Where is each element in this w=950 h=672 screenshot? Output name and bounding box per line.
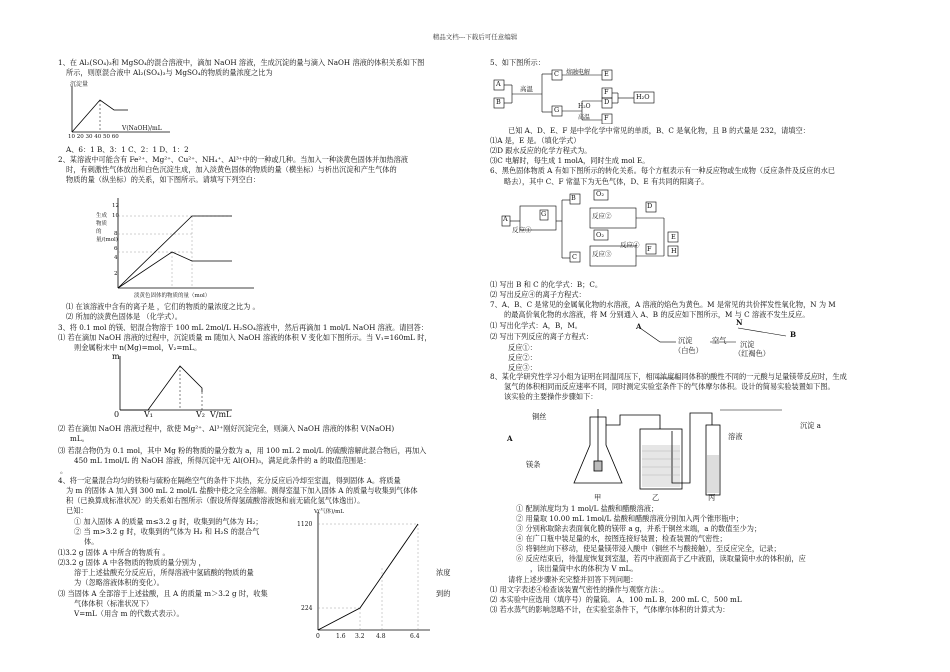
q5-text-2: ⑴A 是，E 是。（填化学式）	[490, 136, 581, 145]
q7-line-2: 的最高价氧化物的水溶液，将 M 分别通入 A、B 的反应如下图所示，M 与 C 溶液不发生反应。	[504, 310, 810, 319]
q7-diag-air: 空气	[712, 336, 727, 345]
q4-ytick-224: 224	[301, 605, 313, 612]
q8-label-mg-strip: 镁条	[526, 460, 541, 469]
q3-graph-m: m	[112, 352, 120, 361]
q4-line-2: 为 m 的固体 A 加入到 300 mL 2 mol/L 盐酸中使之完全溶解。测得室温下加入固体 A 的质量与收集到气体体	[66, 486, 418, 495]
q7-diag-precip-1: 沉淀	[678, 336, 693, 345]
q5-box-g: G	[554, 106, 560, 114]
q4-sub-9: 气体体积（标准状况下）	[74, 599, 154, 608]
q3-sub-5: 。	[60, 466, 68, 475]
q5-box-b: B	[496, 98, 501, 106]
q7-diag-precip-2: 沉淀	[740, 340, 755, 349]
q6-box-h: H	[671, 247, 677, 255]
q7-sub-3: 反应①：	[508, 343, 537, 352]
q4-sub-1: ① 加入固体 A 的质量 m≤3.2 g 时，收集到的气体为 H₂；	[74, 517, 263, 526]
q2-sub-1: ⑴ 在该溶液中含有的离子是 ，它们的物质的量浓度之比为 。	[66, 302, 260, 311]
q6-reaction-4: 反应④	[620, 241, 640, 249]
q4-xtick-3.2: 3.2	[355, 633, 365, 640]
q8-label-jia: 甲	[594, 493, 602, 502]
q4-xtick-1.6: 1.6	[336, 633, 346, 640]
q5-box-f1: F	[604, 88, 609, 96]
q2-ytick-6: 6	[114, 246, 118, 252]
q8-step-1: ① 配制浓度均为 1 mol/L 盐酸和醋酸溶液；	[516, 504, 659, 513]
q6-box-c: C	[572, 253, 577, 261]
q8-step-3: ③ 分别称取除去表面氧化膜的镁带 a g，并系于铜丝末端，a 的数值至少为；	[516, 524, 762, 533]
q3-graph-vml: V/mL	[210, 410, 232, 419]
q8-after-3: ⑵ 本实验中应选用（填序号）的量筒。 A．100 mL B．200 mL C．500 mL	[490, 595, 742, 604]
q4-graph-ylabel: V(气体)/mL	[314, 509, 344, 515]
q6-sub-1: ⑴ 写出 B 和 C 的化学式：B；C。	[490, 280, 603, 289]
q6-line-1: 6、黑色固体物质 A 有如下图所示的转化关系。每个方框表示有一种反应物或生成物（反应条件及反应的水已	[490, 166, 835, 175]
left-column	[58, 58, 478, 77]
q6-box-g: G	[541, 210, 547, 218]
q7-diag-a: A	[636, 322, 642, 331]
q2-sub-2: ⑵ 所加的淡黄色固体是 （化学式）。	[66, 312, 182, 321]
q8-label-copper-wire: 铜丝	[532, 412, 547, 421]
q5-box-c: C	[554, 70, 559, 78]
q4-sub-7: 为（忽略溶液体积的变化）。	[74, 578, 164, 587]
q6-box-a: A	[503, 215, 508, 223]
q3-sub-2: mL。	[70, 434, 89, 443]
q4-sub-10: V=mL（用含 m 的代数式表示）。	[74, 609, 184, 618]
q7-line-1: 7、A、B、C 是常见的金属氧化物的水溶液，A 溶液的焰色为黄色。M 是常见的共价挥发性氧化物，N 为 M	[490, 300, 836, 309]
q5-cond-electrolysis: 熔融电解	[566, 69, 591, 76]
q8-step-7: ，读出量筒中水的体积为 V mL。	[530, 564, 638, 573]
q4-xtick-4.8: 4.8	[376, 633, 386, 640]
q4-sub-3: 体。	[84, 537, 99, 546]
q8-step-5: ⑤ 将铜丝向下移动，使足量镁带浸入酸中（铜丝不与酸接触），至反应完全，记录；	[516, 544, 781, 553]
q6-reaction-2: 反应②	[592, 212, 612, 220]
q2-ytick-12: 12	[112, 203, 119, 209]
q8-label-bing: 丙	[708, 493, 716, 502]
q7-diag-b: B	[790, 330, 797, 339]
q2-ytick-4: 4	[114, 255, 118, 261]
q8-apparatus	[560, 405, 743, 501]
q3-line-1: 3、将 0.1 mol 的镁、铝混合物溶于 100 mL 2mol/L H₂SO₄溶液中，然后再滴加 1 mol/L NaOH 溶液。请回答：	[58, 323, 428, 332]
q5-box-e: E	[604, 70, 609, 78]
q8-line-3: 该实验的主要操作步骤如下：	[504, 392, 598, 401]
q2-line-2: 时，有刺激性气体放出和白色沉淀生成，加入淡黄色固体的物质的量（横坐标）与析出沉淀和产生气体的	[66, 165, 397, 174]
q2-ytick-10: 10	[112, 213, 119, 219]
q4-right-word-1: 浓度	[436, 568, 451, 577]
q5-box-f2: F	[604, 114, 609, 122]
q2-ytick-8: 8	[114, 231, 118, 237]
q4-line-1: 4、将一定量混合均匀的铁粉与硫粉在隔绝空气的条件下共热，充分反应后冷却至室温，得到固体 A。将质量	[58, 476, 401, 485]
q5-diagram	[490, 68, 710, 124]
q7-diag-white: （白色）	[674, 346, 703, 355]
q1-graph-ticks: 10 20 30 40 50 60	[68, 134, 119, 140]
q3-sub-3: ⑶ 若混合物仍为 0.1 mol，其中 Mg 粉的物质的量分数为 a，用 100 mL 2 mol/L 的硫酸溶解此混合物后，再加入	[58, 446, 427, 455]
q3-sub-4: 450 mL 1mol/L 的 NaOH 溶液，所得沉淀中无 Al(OH)₃，满足此条件的 a 的取值范围是：	[74, 456, 371, 465]
q7-diag-solution: 溶液	[728, 432, 743, 441]
q8-after-4: ⑶ 若水蒸气的影响忽略不计，在实验室条件下，气体摩尔体积的计算式为：	[490, 605, 730, 614]
q4-xtick-6.4: 6.4	[410, 633, 420, 640]
q1-options: A、6：1 B、3：1 C、2：1 D、1：2	[66, 145, 189, 154]
q5-text-4: ⑶C 电解时，每生成 1 molA，同时生成 mol E。	[490, 156, 650, 165]
q8-step-6: ⑥ 反应结束后，待温度恢复到室温，若丙中液面高于乙中液面，读取量筒中水的体积前，应	[516, 554, 806, 563]
q6-box-e: E	[671, 233, 676, 241]
q3-graph-v1: V₁	[144, 410, 153, 419]
q8-line-2: 氢气的体积相同而反应速率不同，同时测定实验室条件下的气体摩尔体积。设计的简易实验装置如下图。	[504, 382, 835, 391]
q6-box-f: F	[647, 245, 652, 253]
q7-sub-5: 反应③：	[508, 363, 537, 372]
q4-line-4: 已知：	[66, 506, 88, 515]
q3-line-3: 则金属粉末中 n(Mg)=mol，V₂=mL。	[74, 343, 202, 352]
q5-cond-high-temp: 高温	[520, 85, 533, 93]
q2-line-1: 2、某溶液中可能含有 Fe²⁺、Mg²⁺、Cu²⁺、NH₄⁺、Al³⁺中的一种或几种。当加入一种淡黄色固体并加热溶液	[58, 155, 408, 164]
q1-line-1: 1、在 Al₂(SO₄)₃和 MgSO₄的混合溶液中，滴加 NaOH 溶液，生成沉淀的量与滴入 NaOH 溶液的体积关系如下图	[58, 58, 425, 67]
q4-sub-4: ⑴3.2 g 固体 A 中所含的物质有 。	[58, 548, 170, 557]
q6-box-b: B	[571, 194, 576, 202]
q7-diag-red-brown: （红褐色）	[734, 349, 770, 358]
q1-graph-xlabel: V(NaOH)/mL	[122, 125, 162, 132]
q6-reaction-3: 反应③	[592, 250, 612, 258]
q1-graph-ylabel: 沉淀量	[70, 81, 89, 88]
q4-right-word-2: 到的	[436, 589, 451, 598]
q3-graph-v2: V₂	[196, 410, 205, 419]
q6-o2-bottom: O₂	[596, 231, 604, 239]
q5-text-3: ⑵D 跟水反应的化学方程式为。	[490, 146, 592, 155]
q7-diag-a2: A	[507, 434, 513, 443]
q6-o2-top: O₂	[596, 190, 604, 198]
q4-line-3: 积（已换算成标准状况）的关系如右图所示（假设所得氢硫酸溶液饱和前无硫化氢气体逸出）。	[66, 496, 365, 505]
q3-line-2: ⑴ 若在滴加 NaOH 溶液的过程中，沉淀质量 m 随加入 NaOH 溶液的体积 V 变化如下图所示。当 V₁=160mL 时，	[58, 333, 432, 342]
q6-box-d: D	[647, 202, 653, 210]
q8-after-2: ⑴ 用文字表述④检查该装置气密性的操作与观察方法：。	[490, 585, 669, 594]
q8-label-yi: 乙	[652, 493, 660, 502]
q8-line-1: 8、某化学研究性学习小组为证明在同温同压下，相同浓度相同体积的酸性不同的一元酸与足量镁带反应时，生成	[490, 372, 847, 381]
q7-diag-precip-a: 沉淀 a	[800, 421, 821, 430]
q5-title: 5、如下图所示：	[490, 58, 545, 67]
q4-sub-5: ⑵3.2 g 固体 A 中各物质的物质的量分别为 ，	[58, 558, 206, 567]
q6-sub-2: ⑵ 写出反应④的离子方程式：	[490, 290, 586, 299]
q5-cond-water: H₂O	[578, 103, 591, 110]
q7-sub-1: ⑴ 写出化学式：A，B，M。	[490, 321, 582, 330]
q4-sub-2: ② 当 m>3.2 g 时，收集到的气体为 H₂ 和 H₂S 的混合气	[74, 527, 260, 536]
q5-cond-high-temp-2: 高温	[578, 114, 591, 121]
q4-sub-6: 溶于上述盐酸充分反应后，所得溶液中氢硫酸的物质的量	[74, 568, 254, 577]
q4-ytick-1120: 1120	[297, 521, 313, 528]
q7-sub-4: 反应②：	[508, 353, 537, 362]
q3-graph-origin: 0	[114, 410, 120, 419]
q4-sub-8: ⑶ 当固体 A 全部溶于上述盐酸，且 A 的质量 m＞3.2 g 时，收集	[58, 589, 268, 598]
q3-sub-1: ⑵ 若在滴加 NaOH 溶液过程中，欲使 Mg²⁺、Al³⁺刚好沉淀完全，则滴入 NaOH 溶液的体积 V(NaOH)	[58, 424, 395, 433]
q8-step-4: ④ 在广口瓶中装足量的水，按图连接好装置；检查装置的气密性；	[516, 534, 727, 543]
q8-after-1: 请将上述步骤补充完整并回答下列问题：	[508, 575, 638, 584]
q8-step-2: ② 用量取 10.00 mL 1mol/L 盐酸和醋酸溶液分别加入两个锥形瓶中；	[516, 514, 743, 523]
q5-text-1: 已知 A、D、E、F 是中学化学中常见的单质，B、C 是氧化物，且 B 的式量是 232，请填空：	[508, 126, 810, 135]
q6-line-2: 略去），其中 C、F 常温下为无色气体，D、E 有共同的阳离子。	[504, 177, 709, 186]
q1-line-2: 所示，则原混合液中 Al₂(SO₄)₃与 MgSO₄的物质的量浓度之比为	[66, 67, 273, 77]
q5-box-a: A	[496, 80, 501, 88]
q2-graph-ylabel: 生成物质的量/(mol)	[96, 213, 118, 243]
q5-box-d: D	[604, 98, 610, 106]
q7-sub-2: ⑵ 写出下列反应的离子方程式：	[490, 332, 593, 341]
q4-xtick-0: 0	[316, 633, 320, 640]
q6-reaction-1: 反应①	[512, 226, 532, 234]
q2-graph-xlabel: 淡黄色固体的物质的量（mol）	[134, 293, 211, 299]
question-1	[58, 58, 478, 77]
q2-line-3: 物质的量（纵坐标）的关系，如下图所示。请填写下列空白：	[66, 175, 261, 184]
page-header: 精品文档---下载后可任意编辑	[432, 33, 518, 41]
q7-diag-n: N	[736, 318, 743, 327]
q5-water-label: H₂O	[636, 93, 650, 101]
q2-ytick-2: 2	[114, 271, 118, 277]
